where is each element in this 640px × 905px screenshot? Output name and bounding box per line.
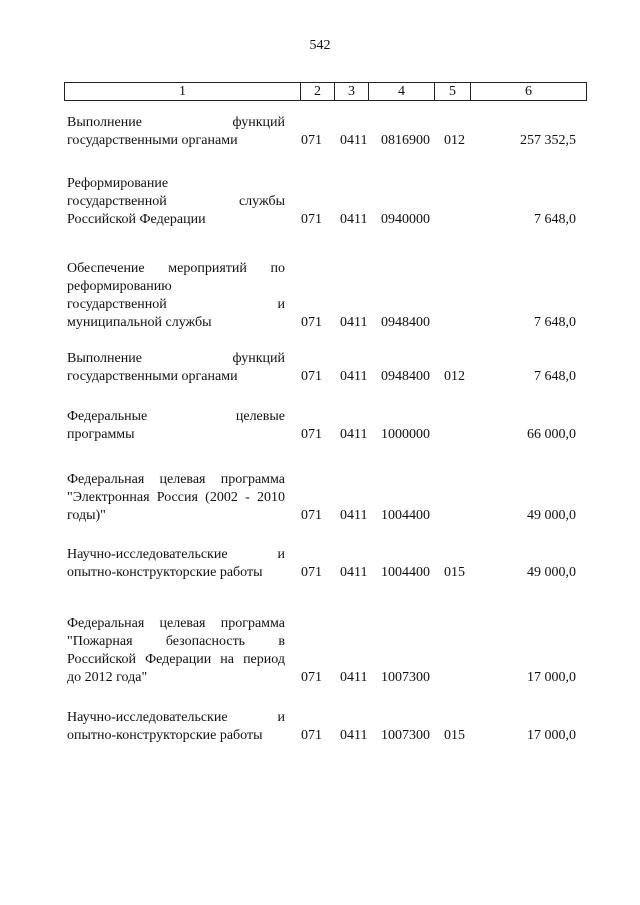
- section-code: 0411: [340, 133, 368, 148]
- row-name-line: государственной службы: [67, 194, 285, 209]
- row-name: [67, 615, 285, 687]
- row-name-line: Научно-исследовательские и: [67, 547, 285, 562]
- sum-value: 7 648,0: [534, 315, 576, 330]
- table-row: [0, 114, 640, 150]
- article-code: 1000000: [381, 427, 430, 442]
- article-code: 0816900: [381, 133, 430, 148]
- admin-code: 071: [301, 508, 322, 523]
- row-name-line: Российской Федерации на период: [67, 652, 285, 667]
- row-name-line: муниципальной службы: [67, 315, 212, 330]
- row-name: [67, 114, 285, 150]
- row-name-line: государственной и: [67, 297, 285, 312]
- sum-value: 49 000,0: [527, 565, 576, 580]
- row-name-line: государственными органами: [67, 369, 238, 384]
- section-code: 0411: [340, 508, 368, 523]
- expense-type: 012: [444, 369, 465, 384]
- admin-code: 071: [301, 728, 322, 743]
- table-row: [0, 471, 640, 525]
- article-code: 1004400: [381, 565, 430, 580]
- expense-type: 015: [444, 565, 465, 580]
- row-name-line: опытно-конструкторские работы: [67, 728, 263, 743]
- row-name-line: государственными органами: [67, 133, 238, 148]
- expense-type: 015: [444, 728, 465, 743]
- row-name-line: Федеральные целевые: [67, 409, 285, 424]
- article-code: 1007300: [381, 728, 430, 743]
- table-row: [0, 546, 640, 582]
- header-col-5: 5: [435, 83, 471, 101]
- row-name: [67, 546, 285, 582]
- article-code: 1004400: [381, 508, 430, 523]
- expense-type: 012: [444, 133, 465, 148]
- row-name-line: Научно-исследовательские и: [67, 710, 285, 725]
- row-name-line: "Электронная Россия (2002 - 2010: [67, 490, 285, 505]
- header-row: [65, 83, 587, 101]
- admin-code: 071: [301, 133, 322, 148]
- sum-value: 7 648,0: [534, 212, 576, 227]
- row-name-line: "Пожарная безопасность в: [67, 634, 285, 649]
- row-name-line: опытно-конструкторские работы: [67, 565, 263, 580]
- section-code: 0411: [340, 728, 368, 743]
- budget-table-header: [64, 82, 587, 101]
- row-name-line: годы)": [67, 508, 106, 523]
- section-code: 0411: [340, 212, 368, 227]
- table-row: [0, 175, 640, 229]
- row-name-line: Российской Федерации: [67, 212, 206, 227]
- admin-code: 071: [301, 315, 322, 330]
- row-name: [67, 471, 285, 525]
- row-name-line: программы: [67, 427, 135, 442]
- page-number: 542: [309, 38, 331, 53]
- row-name: [67, 709, 285, 745]
- row-name-line: до 2012 года": [67, 670, 148, 685]
- admin-code: 071: [301, 212, 322, 227]
- section-code: 0411: [340, 565, 368, 580]
- row-name: [67, 350, 285, 386]
- header-col-4: 4: [369, 83, 435, 101]
- article-code: 0948400: [381, 369, 430, 384]
- admin-code: 071: [301, 670, 322, 685]
- sum-value: 17 000,0: [527, 670, 576, 685]
- row-name: [67, 408, 285, 444]
- row-name: [67, 260, 285, 332]
- row-name-line: Реформирование: [67, 176, 169, 191]
- table-row: [0, 709, 640, 745]
- sum-value: 66 000,0: [527, 427, 576, 442]
- header-col-1: 1: [65, 83, 301, 101]
- admin-code: 071: [301, 427, 322, 442]
- sum-value: 49 000,0: [527, 508, 576, 523]
- row-name-line: Выполнение функций: [67, 351, 285, 366]
- row-name-line: Федеральная целевая программа: [67, 472, 285, 487]
- table-row: [0, 408, 640, 444]
- section-code: 0411: [340, 369, 368, 384]
- header-col-2: 2: [301, 83, 335, 101]
- sum-value: 17 000,0: [527, 728, 576, 743]
- article-code: 0940000: [381, 212, 430, 227]
- section-code: 0411: [340, 670, 368, 685]
- row-name-line: Федеральная целевая программа: [67, 616, 285, 631]
- sum-value: 7 648,0: [534, 369, 576, 384]
- admin-code: 071: [301, 369, 322, 384]
- header-col-3: 3: [335, 83, 369, 101]
- sum-value: 257 352,5: [520, 133, 576, 148]
- row-name: [67, 175, 285, 229]
- row-name-line: Обеспечение мероприятий по: [67, 261, 285, 276]
- header-col-6: 6: [471, 83, 587, 101]
- section-code: 0411: [340, 315, 368, 330]
- article-code: 0948400: [381, 315, 430, 330]
- table-row: [0, 260, 640, 332]
- admin-code: 071: [301, 565, 322, 580]
- table-row: [0, 615, 640, 687]
- row-name-line: реформированию: [67, 279, 172, 294]
- table-row: [0, 350, 640, 386]
- row-name-line: Выполнение функций: [67, 115, 285, 130]
- section-code: 0411: [340, 427, 368, 442]
- article-code: 1007300: [381, 670, 430, 685]
